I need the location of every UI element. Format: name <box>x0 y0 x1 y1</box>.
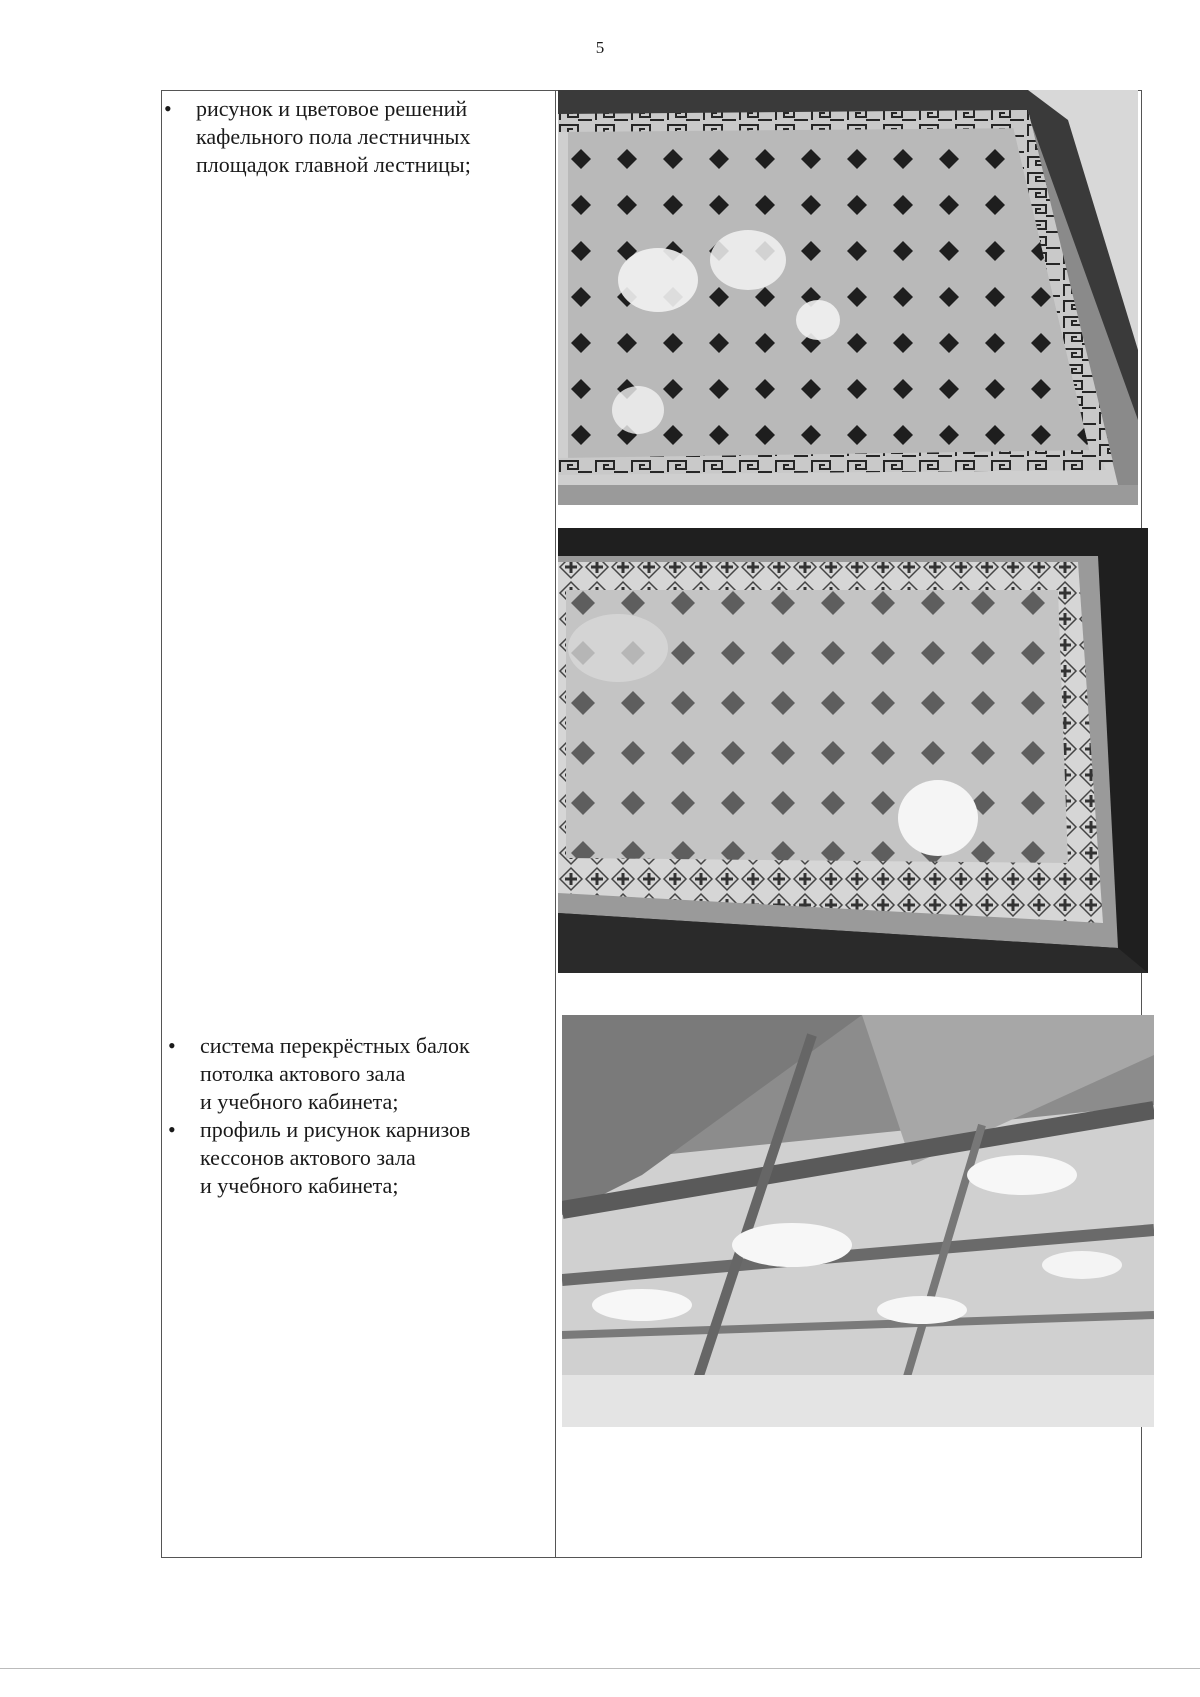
page-number: 5 <box>595 38 605 57</box>
list-item-line: площадок главной лестницы; <box>196 152 471 177</box>
list-item-line: потолка актового зала <box>200 1061 406 1086</box>
list-item-line: и учебного кабинета; <box>200 1089 399 1114</box>
list-item-line: кессонов актового зала <box>200 1145 416 1170</box>
list-item-line: • система перекрёстных балок <box>200 1033 470 1058</box>
ceiling-beams-photo <box>562 1015 1154 1427</box>
bottom-rule <box>0 1668 1200 1669</box>
tiled-floor-photo-1 <box>558 90 1138 505</box>
bullet-list-top <box>162 95 532 179</box>
list-item-line: и учебного кабинета; <box>200 1173 399 1198</box>
list-item <box>162 95 532 179</box>
list-item-line: • рисунок и цветовое решений <box>196 96 468 121</box>
bullet-list-bottom <box>166 1032 536 1200</box>
table-left-cell <box>161 90 556 1558</box>
list-item-line: кафельного пола лестничных <box>196 124 471 149</box>
list-item <box>166 1116 536 1200</box>
tiled-floor-photo-2 <box>558 528 1148 973</box>
list-item <box>166 1032 536 1116</box>
list-item-line: • профиль и рисунок карнизов <box>200 1117 471 1142</box>
